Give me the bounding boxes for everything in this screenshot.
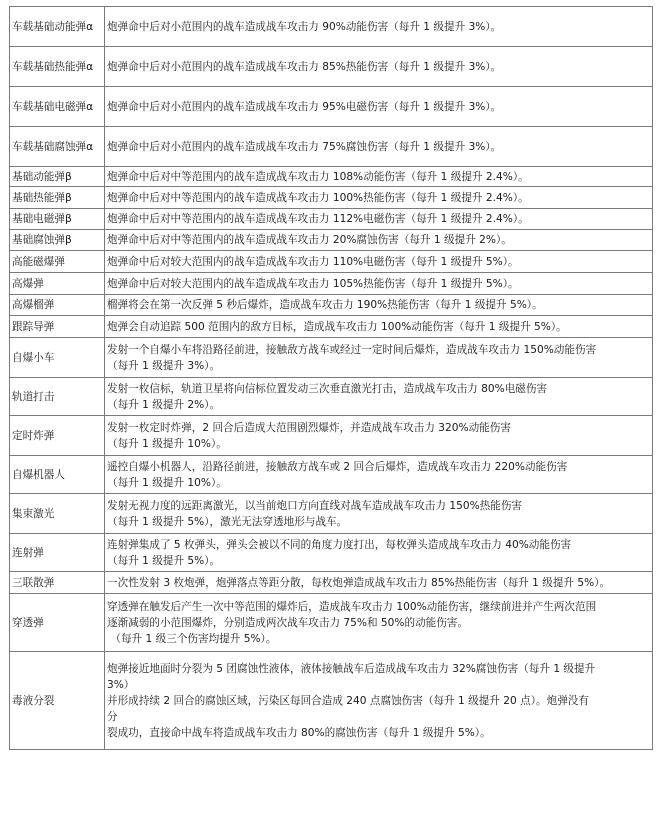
table-row — [10, 316, 653, 338]
item-description-cell — [105, 230, 653, 251]
description-line: 连射弹集成了 5 枚弹头，弹头会被以不同的角度力度打出，每枚弹头造成战车攻击力 40%动能伤害 — [107, 538, 572, 551]
table-row — [10, 534, 653, 572]
table-row — [10, 273, 653, 295]
description-line: 炮弹接近地面时分裂为 5 团腐蚀性液体，液体接触战车后造成战车攻击力 32%腐蚀伤害（每升 1 级提升 — [107, 662, 596, 675]
description-line: 炮弹命中后对较大范围内的战车造成战车攻击力 110%电磁伤害（每升 1 级提升 5%）。 — [107, 255, 519, 268]
table-row — [10, 378, 653, 416]
item-description-cell — [105, 316, 653, 338]
table-row — [10, 209, 653, 230]
description-line: 发射无视力度的远距离激光，以当前炮口方向直线对战车造成战车攻击力 150%热能伤害 — [107, 499, 523, 512]
description-line: 炮弹命中后对中等范围内的战车造成战车攻击力 112%电磁伤害（每升 1 级提升 2.4%）。 — [107, 213, 529, 225]
item-description-cell — [105, 416, 653, 456]
description-line: （每升 1 级提升 10%）。 — [107, 476, 227, 489]
item-description-cell — [105, 273, 653, 295]
description-line: 遥控自爆小机器人，沿路径前进，接触敌方战车或 2 回合后爆炸，造成战车攻击力 220%动能伤害 — [107, 460, 568, 473]
table-row — [10, 127, 653, 167]
item-description-cell — [105, 534, 653, 572]
description-line: （每升 1 级三个伤害均提升 5%）。 — [107, 632, 277, 645]
description-line: 炮弹命中后对小范围内的战车造成战车攻击力 85%热能伤害（每升 1 级提升 3%）。 — [107, 60, 502, 73]
item-description-cell — [105, 209, 653, 230]
item-name-cell: 高能磁爆弹 — [10, 251, 105, 273]
item-name-cell: 基础动能弹β — [10, 167, 105, 187]
description-line: （每升 1 级提升 5%）。 — [107, 554, 221, 567]
description-line: 逐渐减弱的小范围爆炸，分别造成两次战车攻击力 75%和 50%的动能伤害。 — [107, 616, 469, 629]
item-description-cell — [105, 652, 653, 750]
description-line: 榴弹将会在第一次反弹 5 秒后爆炸，造成战车攻击力 190%热能伤害（每升 1 级提升 5%）。 — [107, 299, 543, 311]
description-line: 一次性发射 3 枚炮弹，炮弹落点等距分散，每枚炮弹造成战车攻击力 85%热能伤害（每升 1 级提升 5%）。 — [107, 576, 611, 589]
item-name-cell: 高爆榴弹 — [10, 295, 105, 316]
item-description-cell — [105, 338, 653, 378]
item-description-cell — [105, 187, 653, 209]
description-line: 炮弹会自动追踪 500 范围内的敌方目标，造成战车攻击力 100%动能伤害（每升 1 级提升 5%）。 — [107, 320, 567, 333]
table-row — [10, 494, 653, 534]
description-line: （每升 1 级提升 3%）。 — [107, 359, 221, 372]
description-line: 并形成持续 2 回合的腐蚀区域，污染区每回合造成 240 点腐蚀伤害（每升 1 级提升 20 点）。炮弹没有 — [107, 694, 589, 707]
item-description-cell — [105, 295, 653, 316]
item-name-cell: 基础热能弹β — [10, 187, 105, 209]
item-description-cell — [105, 594, 653, 652]
table-row — [10, 7, 653, 47]
description-line: 3%） — [107, 678, 135, 691]
item-name-cell: 毒液分裂 — [10, 652, 105, 750]
description-line: 发射一个自爆小车将沿路径前进，接触敌方战车或经过一定时间后爆炸，造成战车攻击力 150%动能伤害 — [107, 343, 597, 356]
table-row — [10, 594, 653, 652]
item-description-cell — [105, 251, 653, 273]
skill-table — [9, 6, 653, 750]
description-line: 炮弹命中后对小范围内的战车造成战车攻击力 95%电磁伤害（每升 1 级提升 3%）。 — [107, 100, 502, 113]
item-description-cell — [105, 572, 653, 594]
item-description-cell — [105, 87, 653, 127]
item-description-cell — [105, 167, 653, 187]
description-line: 炮弹命中后对小范围内的战车造成战车攻击力 90%动能伤害（每升 1 级提升 3%）。 — [107, 20, 502, 33]
item-name-cell: 自爆机器人 — [10, 456, 105, 494]
item-name-cell: 车载基础动能弹α — [10, 7, 105, 47]
description-line: 炮弹命中后对中等范围内的战车造成战车攻击力 108%动能伤害（每升 1 级提升 2.4%）。 — [107, 170, 529, 183]
item-description-cell — [105, 127, 653, 167]
table-row — [10, 456, 653, 494]
item-name-cell: 跟踪导弹 — [10, 316, 105, 338]
item-name-cell: 高爆弹 — [10, 273, 105, 295]
table-row — [10, 572, 653, 594]
description-line: （每升 1 级提升 5%），激光无法穿透地形与战车。 — [107, 515, 348, 528]
item-description-cell — [105, 456, 653, 494]
table-row — [10, 652, 653, 750]
description-line: 发射一枚定时炸弹，2 回合后造成大范围剧烈爆炸，并造成战车攻击力 320%动能伤害 — [107, 421, 511, 434]
item-description-cell — [105, 47, 653, 87]
table-row — [10, 230, 653, 251]
item-description-cell — [105, 7, 653, 47]
item-name-cell: 车载基础腐蚀弹α — [10, 127, 105, 167]
item-name-cell: 基础腐蚀弹β — [10, 230, 105, 251]
item-name-cell: 基础电磁弹β — [10, 209, 105, 230]
item-name-cell: 集束激光 — [10, 494, 105, 534]
table-row — [10, 338, 653, 378]
description-line: 裂成功，直接命中战车将造成战车攻击力 80%的腐蚀伤害（每升 1 级提升 5%）。 — [107, 726, 491, 739]
table-row — [10, 416, 653, 456]
description-line: 炮弹命中后对中等范围内的战车造成战车攻击力 20%腐蚀伤害（每升 1 级提升 2%）。 — [107, 234, 512, 246]
description-line: （每升 1 级提升 10%）。 — [107, 437, 227, 450]
item-name-cell: 三联散弹 — [10, 572, 105, 594]
table-row — [10, 167, 653, 187]
item-name-cell: 连射弹 — [10, 534, 105, 572]
table-row — [10, 47, 653, 87]
description-line: 炮弹命中后对中等范围内的战车造成战车攻击力 100%热能伤害（每升 1 级提升 2.4%）。 — [107, 191, 529, 204]
item-name-cell: 自爆小车 — [10, 338, 105, 378]
item-name-cell: 穿透弹 — [10, 594, 105, 652]
item-name-cell: 车载基础热能弹α — [10, 47, 105, 87]
table-row — [10, 295, 653, 316]
description-line: 穿透弹在触发后产生一次中等范围的爆炸后，造成战车攻击力 100%动能伤害，继续前进并产生两次范围 — [107, 600, 597, 613]
item-name-cell: 定时炸弹 — [10, 416, 105, 456]
description-line: 炮弹命中后对较大范围内的战车造成战车攻击力 105%热能伤害（每升 1 级提升 5%）。 — [107, 277, 519, 290]
description-line: （每升 1 级提升 2%）。 — [107, 398, 221, 411]
table-row — [10, 251, 653, 273]
item-name-cell: 轨道打击 — [10, 378, 105, 416]
table-row — [10, 87, 653, 127]
item-description-cell — [105, 494, 653, 534]
item-description-cell — [105, 378, 653, 416]
table-row — [10, 187, 653, 209]
item-name-cell: 车载基础电磁弹α — [10, 87, 105, 127]
description-line: 发射一枚信标，轨道卫星将向信标位置发动三次垂直激光打击，造成战车攻击力 80%电磁伤害 — [107, 382, 548, 395]
description-line: 炮弹命中后对小范围内的战车造成战车攻击力 75%腐蚀伤害（每升 1 级提升 3%）。 — [107, 140, 502, 153]
description-line: 分 — [107, 710, 118, 723]
